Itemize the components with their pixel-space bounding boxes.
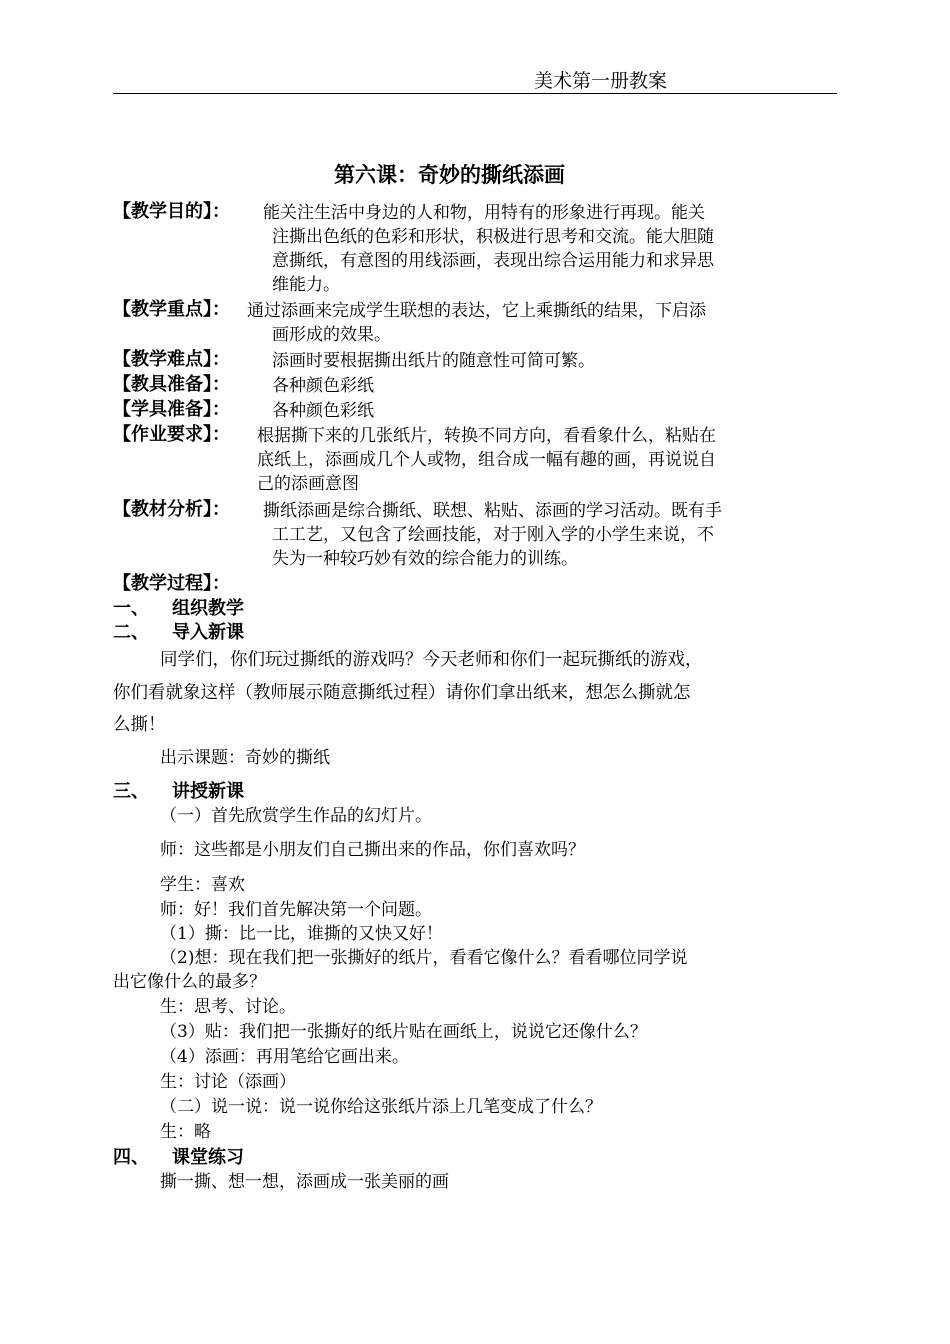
section-2-number: 二、 <box>113 622 149 643</box>
objective-line-1: 能关注生活中身边的人和物，用特有的形象进行再现。能关 <box>263 203 705 223</box>
section-3-line-2: 师：这些都是小朋友们自己撕出来的作品，你们喜欢吗？ <box>160 840 585 860</box>
section-3-line-7: 出它像什么的最多？ <box>113 972 266 992</box>
section-3-line-1: （一）首先欣赏学生作品的幻灯片。 <box>160 806 432 826</box>
student-prep-text: 各种颜色彩纸 <box>272 401 374 421</box>
section-1-title: 组织教学 <box>172 598 244 619</box>
objective-label: 【教学目的】： <box>113 201 230 222</box>
analysis-line-2: 工工艺，又包含了绘画技能，对于刚入学的小学生来说，不 <box>272 525 714 545</box>
difficulty-label: 【教学难点】： <box>113 349 230 370</box>
section-3-line-10: （4）添画：再用笔给它画出来。 <box>160 1047 409 1067</box>
homework-line-3: 己的添画意图 <box>257 474 359 494</box>
teacher-prep-text: 各种颜色彩纸 <box>272 376 374 396</box>
key-points-line-1: 通过添画来完成学生联想的表达，它上乘撕纸的结果，下启添 <box>247 301 706 321</box>
homework-label: 【作业要求】： <box>113 424 230 445</box>
section-3-title: 讲授新课 <box>172 781 244 802</box>
process-label: 【教学过程】： <box>113 573 230 594</box>
section-3-line-6: （2)想：现在我们把一张撕好的纸片，看看它像什么？看看哪位同学说 <box>160 948 688 968</box>
objective-line-4: 维能力。 <box>272 275 340 295</box>
section-3-line-8: 生：思考、讨论。 <box>160 997 296 1017</box>
section-3-number: 三、 <box>113 781 149 802</box>
key-points-label: 【教学重点】： <box>113 299 230 320</box>
homework-line-2: 底纸上，添画成几个人或物，组合成一幅有趣的画，再说说自 <box>257 450 716 470</box>
section-2-para-line-1: 同学们，你们玩过撕纸的游戏吗？今天老师和你们一起玩撕纸的游戏， <box>160 650 703 670</box>
teacher-prep-label: 【教具准备】： <box>113 374 230 395</box>
section-2-title: 导入新课 <box>172 622 244 643</box>
student-prep-label: 【学具准备】： <box>113 399 230 420</box>
section-4-title: 课堂练习 <box>172 1147 244 1168</box>
section-4-text: 撕一撕、想一想，添画成一张美丽的画 <box>160 1172 449 1192</box>
section-2-para-line-3: 么撕！ <box>113 715 166 735</box>
key-points-line-2: 画形成的效果。 <box>272 325 391 345</box>
analysis-line-1: 撕纸添画是综合撕纸、联想、粘贴、添画的学习活动。既有手 <box>263 501 722 521</box>
section-3-line-4: 师：好！我们首先解决第一个问题。 <box>160 900 432 920</box>
section-3-line-5: （1）撕：比一比，谁撕的又快又好！ <box>160 924 443 944</box>
header-rule <box>113 93 837 94</box>
objective-line-2: 注撕出色纸的色彩和形状，积极进行思考和交流。能大胆随 <box>272 227 714 247</box>
homework-line-1: 根据撕下来的几张纸片，转换不同方向，看看象什么，粘贴在 <box>257 426 716 446</box>
section-3-line-3: 学生：喜欢 <box>160 875 245 895</box>
section-3-line-12: （二）说一说：说一说你给这张纸片添上几笔变成了什么？ <box>160 1097 602 1117</box>
header-text: 美术第一册教案 <box>534 70 668 92</box>
section-3-line-13: 生：略 <box>160 1122 211 1142</box>
difficulty-text: 添画时要根据撕出纸片的随意性可简可繁。 <box>272 351 595 371</box>
section-3-line-9: （3）贴：我们把一张撕好的纸片贴在画纸上，说说它还像什么？ <box>160 1022 647 1042</box>
analysis-label: 【教材分析】： <box>113 499 230 520</box>
section-2-para-line-2: 你们看就象这样（教师展示随意撕纸过程）请你们拿出纸来，想怎么撕就怎 <box>113 683 691 703</box>
section-3-line-11: 生：讨论（添画） <box>160 1072 296 1092</box>
analysis-line-3: 失为一种较巧妙有效的综合能力的训练。 <box>272 549 578 569</box>
section-4-number: 四、 <box>113 1147 149 1168</box>
page-title: 第六课：奇妙的撕纸添画 <box>334 163 565 187</box>
section-2-topic: 出示课题：奇妙的撕纸 <box>160 748 330 768</box>
section-1-number: 一、 <box>113 598 149 619</box>
objective-line-3: 意撕纸，有意图的用线添画，表现出综合运用能力和求异思 <box>272 251 714 271</box>
